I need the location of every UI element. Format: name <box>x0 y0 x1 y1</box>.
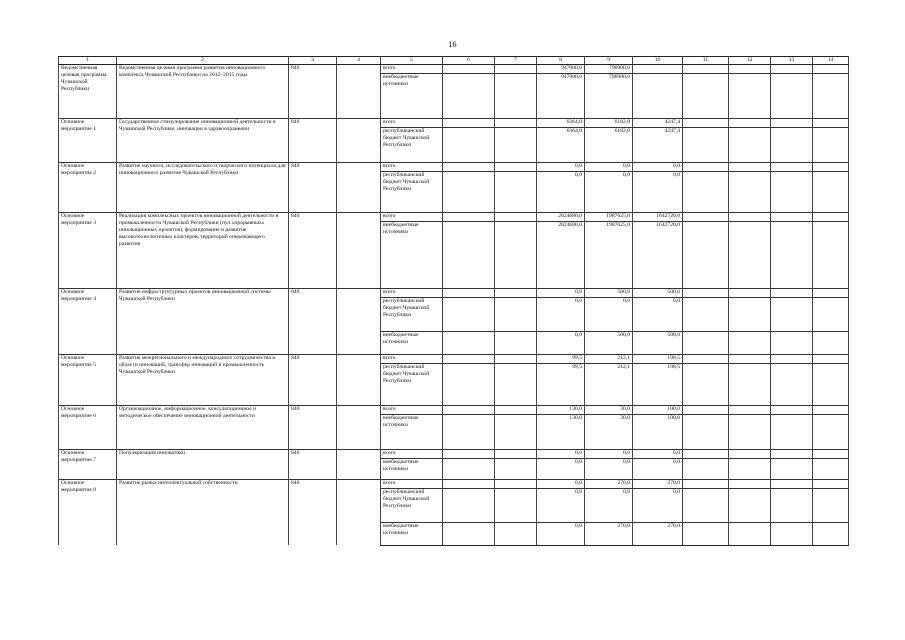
empty-cell <box>813 162 849 171</box>
empty-cell <box>729 522 771 545</box>
value-2014: 0,0 <box>537 449 585 458</box>
empty-cell <box>495 488 537 522</box>
value-2016: 100,0 <box>633 414 683 449</box>
ministry-code: 840 <box>289 118 337 162</box>
value-2016: 198,5 <box>633 363 683 405</box>
empty-cell <box>729 73 771 118</box>
empty-cell <box>443 288 495 297</box>
empty-cell <box>771 405 813 414</box>
empty-cell <box>683 221 729 288</box>
empty-cell <box>771 73 813 118</box>
empty-cell <box>813 64 849 73</box>
program-description: Организационное, информационное, консультационное и методическое обеспечение инновационной деятельности <box>117 405 289 449</box>
empty-cell <box>337 288 381 354</box>
empty-cell <box>495 221 537 288</box>
value-2014: 0,0 <box>537 331 585 354</box>
value-2015: 1987625,0 <box>585 212 633 221</box>
empty-cell <box>729 297 771 331</box>
value-2014: 947000,0 <box>537 64 585 73</box>
value-2016: 1642720,0 <box>633 212 683 221</box>
funding-source: республиканский бюджет Чувашской Республики <box>381 488 443 522</box>
column-header-3: 3 <box>289 57 337 65</box>
empty-cell <box>337 354 381 405</box>
value-2014: 6364,0 <box>537 118 585 127</box>
empty-cell <box>683 297 729 331</box>
empty-cell <box>443 171 495 212</box>
empty-cell <box>813 171 849 212</box>
empty-cell <box>443 221 495 288</box>
funding-source: всего <box>381 118 443 127</box>
empty-cell <box>729 354 771 363</box>
value-2014: 2824680,0 <box>537 212 585 221</box>
empty-cell <box>771 297 813 331</box>
empty-cell <box>771 212 813 221</box>
empty-cell <box>771 162 813 171</box>
empty-cell <box>495 522 537 545</box>
empty-cell <box>683 212 729 221</box>
empty-cell <box>495 354 537 363</box>
empty-cell <box>771 488 813 522</box>
empty-cell <box>813 479 849 488</box>
column-header-13: 13 <box>771 57 813 65</box>
empty-cell <box>495 118 537 127</box>
value-2016 <box>633 64 683 73</box>
empty-cell <box>443 479 495 488</box>
empty-cell <box>813 127 849 162</box>
value-2016: 270,0 <box>633 522 683 545</box>
funding-source: всего <box>381 479 443 488</box>
empty-cell <box>443 212 495 221</box>
empty-cell <box>771 458 813 479</box>
empty-cell <box>495 73 537 118</box>
value-2015: 1987625,0 <box>585 221 633 288</box>
empty-cell <box>729 479 771 488</box>
empty-cell <box>443 331 495 354</box>
value-2014: 130,0 <box>537 405 585 414</box>
funding-source: всего <box>381 288 443 297</box>
value-2014: 0,0 <box>537 479 585 488</box>
program-name: Основное мероприятие 4 <box>59 288 117 354</box>
program-name: Основное мероприятие 6 <box>59 405 117 449</box>
value-2015: 0,0 <box>585 449 633 458</box>
value-2015: 500,0 <box>585 288 633 297</box>
table-row <box>59 162 849 171</box>
empty-cell <box>443 73 495 118</box>
empty-cell <box>443 354 495 363</box>
empty-cell <box>729 171 771 212</box>
ministry-code: 840 <box>289 162 337 212</box>
empty-cell <box>495 212 537 221</box>
value-2014: 0,0 <box>537 162 585 171</box>
empty-cell <box>771 522 813 545</box>
table-row <box>59 479 849 488</box>
empty-cell <box>771 479 813 488</box>
funding-source: внебюджетные источники <box>381 522 443 545</box>
empty-cell <box>443 414 495 449</box>
empty-cell <box>729 288 771 297</box>
ministry-code: 840 <box>289 405 337 449</box>
funding-source: внебюджетные источники <box>381 221 443 288</box>
empty-cell <box>683 162 729 171</box>
ministry-code: 840 <box>289 288 337 354</box>
funding-source: всего <box>381 212 443 221</box>
value-2016: 0,0 <box>633 458 683 479</box>
column-header-9: 9 <box>585 57 633 65</box>
funding-source: республиканский бюджет Чувашской Республики <box>381 171 443 212</box>
empty-cell <box>683 288 729 297</box>
empty-cell <box>337 162 381 212</box>
empty-cell <box>683 127 729 162</box>
empty-cell <box>771 363 813 405</box>
empty-cell <box>813 331 849 354</box>
program-description: Популяризация инноватики <box>117 449 289 479</box>
empty-cell <box>495 288 537 297</box>
value-2014: 99,5 <box>537 354 585 363</box>
empty-cell <box>729 162 771 171</box>
value-2015: 0,0 <box>585 488 633 522</box>
table-row <box>59 354 849 363</box>
empty-cell <box>683 363 729 405</box>
empty-cell <box>443 522 495 545</box>
funding-source: республиканский бюджет Чувашской Республики <box>381 297 443 331</box>
value-2014: 2824680,0 <box>537 221 585 288</box>
value-2015: 0,0 <box>585 171 633 212</box>
ministry-code: 840 <box>289 212 337 288</box>
program-description: Развитие инфраструктурных проектов инновационной системы Чувашской Республики <box>117 288 289 354</box>
ministry-code: 840 <box>289 64 337 118</box>
empty-cell <box>771 118 813 127</box>
value-2016: 0,0 <box>633 297 683 331</box>
table-row <box>59 405 849 414</box>
value-2016: 4247,4 <box>633 127 683 162</box>
funding-source: всего <box>381 64 443 73</box>
empty-cell <box>771 221 813 288</box>
empty-cell <box>813 297 849 331</box>
value-2014: 0,0 <box>537 297 585 331</box>
program-description: Государственное стимулирование инновационной деятельности в Чувашской Республике, инновации в здравоохранении <box>117 118 289 162</box>
table-row <box>59 288 849 297</box>
empty-cell <box>683 73 729 118</box>
empty-cell <box>337 449 381 479</box>
program-description: Развитие межрегионального и международного сотрудничества в области инноваций, трансфер инноваций в промышленность Чувашской Республики <box>117 354 289 405</box>
value-2014: 0,0 <box>537 488 585 522</box>
value-2014: 947000,0 <box>537 73 585 118</box>
empty-cell <box>337 479 381 545</box>
value-2015: 270,0 <box>585 479 633 488</box>
value-2016: 0,0 <box>633 488 683 522</box>
empty-cell <box>771 331 813 354</box>
empty-cell <box>729 363 771 405</box>
funding-source: всего <box>381 162 443 171</box>
column-header-8: 8 <box>537 57 585 65</box>
value-2016: 270,0 <box>633 479 683 488</box>
value-2015: 212,1 <box>585 354 633 363</box>
program-description: Развитие научного, исследовательского и творческого потенциала для инновационного развития Чувашской Республики <box>117 162 289 212</box>
empty-cell <box>813 221 849 288</box>
empty-cell <box>683 331 729 354</box>
empty-cell <box>683 64 729 73</box>
empty-cell <box>729 458 771 479</box>
empty-cell <box>813 363 849 405</box>
budget-table <box>58 56 849 546</box>
column-header-14: 14 <box>813 57 849 65</box>
column-header-10: 10 <box>633 57 683 65</box>
value-2016: 0,0 <box>633 449 683 458</box>
empty-cell <box>495 414 537 449</box>
value-2014: 6364,0 <box>537 127 585 162</box>
empty-cell <box>443 488 495 522</box>
value-2016: 100,0 <box>633 405 683 414</box>
funding-source: внебюджетные источники <box>381 458 443 479</box>
funding-source: республиканский бюджет Чувашской Республики <box>381 127 443 162</box>
value-2015: 6182,0 <box>585 118 633 127</box>
column-header-7: 7 <box>495 57 537 65</box>
empty-cell <box>813 73 849 118</box>
funding-source: республиканский бюджет Чувашской Республики <box>381 363 443 405</box>
header-row <box>59 57 849 65</box>
value-2015: 0,0 <box>585 297 633 331</box>
ministry-code: 840 <box>289 354 337 405</box>
empty-cell <box>337 212 381 288</box>
empty-cell <box>443 405 495 414</box>
value-2015: 270,0 <box>585 522 633 545</box>
empty-cell <box>813 458 849 479</box>
empty-cell <box>495 479 537 488</box>
empty-cell <box>771 354 813 363</box>
value-2015: 500,0 <box>585 331 633 354</box>
empty-cell <box>683 171 729 212</box>
empty-cell <box>771 127 813 162</box>
empty-cell <box>495 64 537 73</box>
funding-source: всего <box>381 449 443 458</box>
empty-cell <box>729 212 771 221</box>
empty-cell <box>813 288 849 297</box>
table-row <box>59 212 849 221</box>
empty-cell <box>683 414 729 449</box>
empty-cell <box>495 171 537 212</box>
value-2015: 212,1 <box>585 363 633 405</box>
empty-cell <box>729 221 771 288</box>
empty-cell <box>337 64 381 118</box>
empty-cell <box>443 162 495 171</box>
empty-cell <box>683 479 729 488</box>
program-description: Ведомственная целевая программа развития инновационного комплекса Чувашской Республики на 2012–2015 годы <box>117 64 289 118</box>
program-name: Основное мероприятие 5 <box>59 354 117 405</box>
value-2016: 0,0 <box>633 171 683 212</box>
table-row <box>59 449 849 458</box>
value-2016 <box>633 73 683 118</box>
empty-cell <box>729 414 771 449</box>
value-2015: 30,0 <box>585 405 633 414</box>
empty-cell <box>813 449 849 458</box>
empty-cell <box>729 488 771 522</box>
empty-cell <box>337 405 381 449</box>
empty-cell <box>813 405 849 414</box>
empty-cell <box>495 363 537 405</box>
empty-cell <box>683 522 729 545</box>
value-2014: 130,0 <box>537 414 585 449</box>
value-2015: 30,0 <box>585 414 633 449</box>
empty-cell <box>443 458 495 479</box>
empty-cell <box>495 331 537 354</box>
empty-cell <box>495 449 537 458</box>
value-2016: 4247,4 <box>633 118 683 127</box>
empty-cell <box>729 127 771 162</box>
value-2014: 0,0 <box>537 288 585 297</box>
value-2015: 796900,0 <box>585 73 633 118</box>
empty-cell <box>495 297 537 331</box>
value-2015: 0,0 <box>585 458 633 479</box>
value-2015: 6182,0 <box>585 127 633 162</box>
program-description: Реализация комплексных проектов инновационной деятельности в промышленности Чувашской Республики (пул «прорывных» инновационных проектов), формирование и развитие высокотехнологичных кластеров, территорий опережающего развития <box>117 212 289 288</box>
column-header-11: 11 <box>683 57 729 65</box>
funding-source: всего <box>381 405 443 414</box>
empty-cell <box>683 458 729 479</box>
empty-cell <box>771 64 813 73</box>
empty-cell <box>495 162 537 171</box>
empty-cell <box>813 212 849 221</box>
empty-cell <box>683 118 729 127</box>
empty-cell <box>443 118 495 127</box>
empty-cell <box>337 118 381 162</box>
value-2015: 0,0 <box>585 162 633 171</box>
value-2016: 198,5 <box>633 354 683 363</box>
funding-source: внебюджетные источники <box>381 331 443 354</box>
empty-cell <box>495 405 537 414</box>
value-2016: 0,0 <box>633 162 683 171</box>
empty-cell <box>813 414 849 449</box>
value-2016: 500,0 <box>633 288 683 297</box>
empty-cell <box>443 449 495 458</box>
column-header-12: 12 <box>729 57 771 65</box>
value-2016: 1642720,0 <box>633 221 683 288</box>
value-2014: 0,0 <box>537 522 585 545</box>
value-2014: 99,5 <box>537 363 585 405</box>
empty-cell <box>495 127 537 162</box>
funding-source: внебюджетные источники <box>381 414 443 449</box>
funding-source: всего <box>381 354 443 363</box>
program-name: Основное мероприятие 2 <box>59 162 117 212</box>
program-name: Основное мероприятие 7 <box>59 449 117 479</box>
empty-cell <box>771 449 813 458</box>
program-name: Основное мероприятие 1 <box>59 118 117 162</box>
empty-cell <box>771 288 813 297</box>
empty-cell <box>729 64 771 73</box>
empty-cell <box>813 488 849 522</box>
empty-cell <box>729 405 771 414</box>
page-number: 16 <box>448 40 457 49</box>
column-header-1: 1 <box>59 57 117 65</box>
ministry-code: 840 <box>289 449 337 479</box>
empty-cell <box>683 488 729 522</box>
program-name: Основное мероприятие 3 <box>59 212 117 288</box>
value-2015: 796900,0 <box>585 64 633 73</box>
empty-cell <box>443 127 495 162</box>
value-2014: 0,0 <box>537 458 585 479</box>
empty-cell <box>495 458 537 479</box>
empty-cell <box>443 363 495 405</box>
column-header-2: 2 <box>117 57 289 65</box>
table-row <box>59 118 849 127</box>
value-2016: 500,0 <box>633 331 683 354</box>
empty-cell <box>729 449 771 458</box>
program-name: Ведомственная целевая программа Чувашской Республики <box>59 64 117 118</box>
program-name: Основное мероприятие 8 <box>59 479 117 545</box>
empty-cell <box>813 522 849 545</box>
empty-cell <box>683 354 729 363</box>
empty-cell <box>813 354 849 363</box>
column-header-4: 4 <box>337 57 381 65</box>
empty-cell <box>683 405 729 414</box>
empty-cell <box>729 118 771 127</box>
empty-cell <box>771 171 813 212</box>
empty-cell <box>813 118 849 127</box>
empty-cell <box>771 414 813 449</box>
empty-cell <box>443 297 495 331</box>
empty-cell <box>443 64 495 73</box>
column-header-5: 5 <box>381 57 443 65</box>
empty-cell <box>683 449 729 458</box>
column-header-6: 6 <box>443 57 495 65</box>
empty-cell <box>729 331 771 354</box>
table-row <box>59 64 849 73</box>
funding-source: внебюджетные источники <box>381 73 443 118</box>
value-2014: 0,0 <box>537 171 585 212</box>
ministry-code: 840 <box>289 479 337 545</box>
program-description: Развитие рынка интеллектуальной собственности <box>117 479 289 545</box>
